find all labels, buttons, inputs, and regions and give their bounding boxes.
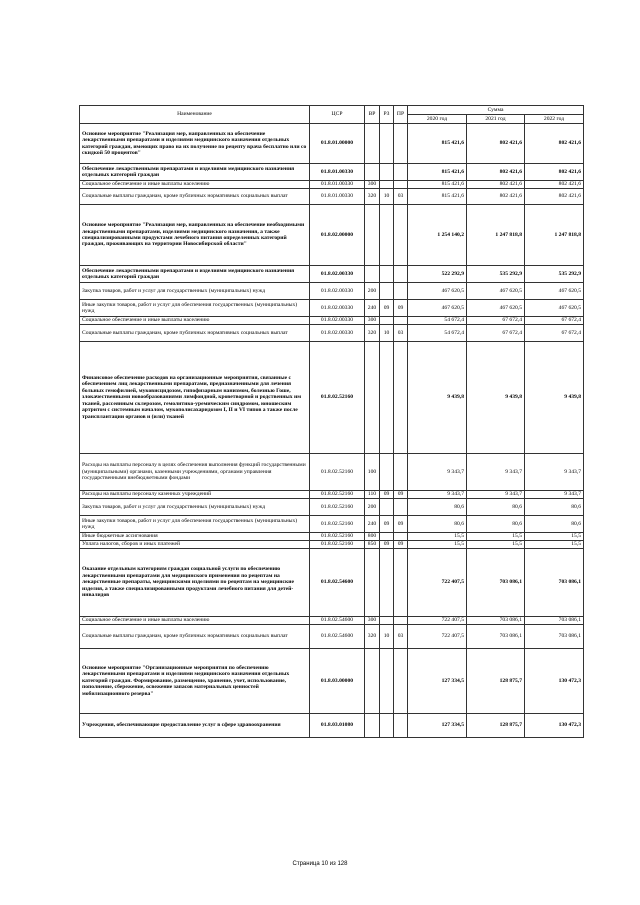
row-csr: 01.8.02.54600: [310, 617, 365, 625]
row-pr: [394, 649, 408, 714]
row-value-2021: 80,6: [467, 516, 525, 533]
header-year-2022: 2022 год: [525, 115, 584, 124]
row-csr: 01.8.01.00330: [310, 164, 365, 181]
row-value-2020: 722 407,5: [408, 617, 467, 625]
row-rz: [380, 317, 394, 325]
row-value-2020: 815 421,6: [408, 164, 467, 181]
row-value-2021: 128 875,7: [467, 649, 525, 714]
row-vr: [365, 164, 380, 181]
row-value-2021: 67 672,4: [467, 325, 525, 342]
row-pr: [394, 181, 408, 189]
row-vr: 240: [365, 516, 380, 533]
row-name: Социальные выплаты гражданам, кроме публичных нормативных социальных выплат: [80, 625, 310, 649]
row-name: Уплата налогов, сборов и иных платежей: [80, 541, 310, 549]
table-row: [80, 205, 584, 266]
table-body: [80, 124, 584, 738]
row-rz: [380, 124, 394, 164]
row-pr: [394, 342, 408, 454]
row-pr: [394, 283, 408, 300]
row-value-2020: 1 254 140,2: [408, 205, 467, 266]
row-rz: 09: [380, 516, 394, 533]
table-row: [80, 300, 584, 317]
row-pr: [394, 499, 408, 516]
row-name: Расходы на выплаты персоналу казенных учреждений: [80, 491, 310, 499]
row-name: Социальное обеспечение и иные выплаты населению: [80, 181, 310, 189]
row-rz: 09: [380, 300, 394, 317]
row-csr: 01.8.02.00330: [310, 266, 365, 283]
row-name: Обеспечение лекарственными препаратами и изделиями медицинского назначения отдельных категорий граждан: [80, 164, 310, 181]
row-vr: [365, 124, 380, 164]
row-csr: 01.8.02.52160: [310, 342, 365, 454]
row-value-2022: 703 086,1: [525, 617, 584, 625]
row-csr: 01.8.03.01080: [310, 714, 365, 738]
row-value-2021: 15,5: [467, 533, 525, 541]
row-name: Закупка товаров, работ и услуг для государственных (муниципальных) нужд: [80, 283, 310, 300]
table-row: [80, 189, 584, 205]
table-row: [80, 181, 584, 189]
row-pr: 03: [394, 325, 408, 342]
row-csr: 01.8.02.54600: [310, 625, 365, 649]
row-value-2021: 1 247 818,8: [467, 205, 525, 266]
row-csr: 01.8.02.52160: [310, 541, 365, 549]
row-value-2020: 522 292,9: [408, 266, 467, 283]
row-value-2021: 9 343,7: [467, 491, 525, 499]
row-value-2021: 703 086,1: [467, 617, 525, 625]
row-name: Расходы на выплаты персоналу в целях обеспечения выполнения функций государственными (муниципальными) органами, казенными учреждениями, органами управления государственными внебюджетными фондами: [80, 454, 310, 491]
row-csr: 01.8.02.00000: [310, 205, 365, 266]
row-vr: [365, 205, 380, 266]
row-vr: 300: [365, 317, 380, 325]
row-value-2021: 128 875,7: [467, 714, 525, 738]
table-row: [80, 283, 584, 300]
row-value-2022: 467 620,5: [525, 283, 584, 300]
row-name: Оказание отдельным категориям граждан социальной услуги по обеспечению лекарственными препаратами для медицинского применения по рецептам на лекарственные препараты, медицинскими изделиями по рецептам на медицинские изделия, а также специализированными продуктами лечебного питания для детей-инвалидов: [80, 549, 310, 617]
row-rz: [380, 649, 394, 714]
row-value-2022: 130 472,3: [525, 714, 584, 738]
row-pr: 09: [394, 541, 408, 549]
row-rz: 10: [380, 325, 394, 342]
table-row: [80, 649, 584, 714]
table-row: [80, 454, 584, 491]
table-row: [80, 317, 584, 325]
table-row: [80, 164, 584, 181]
row-pr: [394, 205, 408, 266]
row-pr: 09: [394, 491, 408, 499]
row-value-2021: 703 086,1: [467, 625, 525, 649]
table-row: [80, 533, 584, 541]
row-value-2022: 802 421,6: [525, 164, 584, 181]
row-value-2022: 802 421,6: [525, 181, 584, 189]
table-row: [80, 714, 584, 738]
row-rz: [380, 164, 394, 181]
row-value-2020: 815 421,6: [408, 124, 467, 164]
row-rz: [380, 533, 394, 541]
page-footer: Страница 10 из 128: [292, 861, 348, 867]
row-rz: [380, 499, 394, 516]
header-pr: ПР: [394, 106, 408, 124]
table-row: [80, 124, 584, 164]
row-pr: [394, 549, 408, 617]
row-value-2020: 54 672,4: [408, 317, 467, 325]
row-csr: 01.8.02.00330: [310, 300, 365, 317]
table-row: [80, 617, 584, 625]
row-value-2022: 1 247 818,8: [525, 205, 584, 266]
row-value-2022: 80,6: [525, 516, 584, 533]
row-value-2022: 802 421,6: [525, 124, 584, 164]
row-pr: [394, 533, 408, 541]
row-rz: 10: [380, 625, 394, 649]
row-name: Социальное обеспечение и иные выплаты населению: [80, 617, 310, 625]
row-name: Социальные выплаты гражданам, кроме публичных нормативных социальных выплат: [80, 189, 310, 205]
row-csr: 01.8.02.52160: [310, 516, 365, 533]
row-vr: 320: [365, 325, 380, 342]
row-value-2022: 703 086,1: [525, 549, 584, 617]
row-value-2021: 467 620,5: [467, 300, 525, 317]
row-pr: [394, 714, 408, 738]
row-name: Социальное обеспечение и иные выплаты населению: [80, 317, 310, 325]
row-vr: 300: [365, 617, 380, 625]
row-vr: 240: [365, 300, 380, 317]
row-name: Основное мероприятие "Реализация мер, направленных на обеспечение лекарственными препаратами и изделиями медицинского назначения отдельных категорий граждан, имеющих право на их получение по рецепту врача бесплатно или со скидкой 50 процентов": [80, 124, 310, 164]
table-row: [80, 625, 584, 649]
row-value-2021: 535 292,9: [467, 266, 525, 283]
row-value-2021: 15,5: [467, 541, 525, 549]
row-value-2020: 80,6: [408, 499, 467, 516]
row-value-2022: 15,5: [525, 533, 584, 541]
row-value-2020: 467 620,5: [408, 300, 467, 317]
row-value-2021: 802 421,6: [467, 124, 525, 164]
table-row: [80, 342, 584, 454]
row-vr: 320: [365, 625, 380, 649]
header-sum: Сумма: [408, 106, 584, 115]
row-value-2020: 815 421,6: [408, 189, 467, 205]
row-csr: 01.8.01.00000: [310, 124, 365, 164]
row-value-2022: 9 343,7: [525, 491, 584, 499]
row-vr: 110: [365, 491, 380, 499]
row-vr: 320: [365, 189, 380, 205]
row-value-2021: 9 439,8: [467, 342, 525, 454]
row-csr: 01.8.02.52160: [310, 533, 365, 541]
row-rz: 09: [380, 491, 394, 499]
row-rz: [380, 181, 394, 189]
row-value-2020: 127 334,5: [408, 714, 467, 738]
row-name: Основное мероприятие "Реализация мер, направленных на обеспечение необходимыми лекарственными препаратами, изделиями медицинского назначения, а также специализированными продуктами лечебного питания определенных категорий граждан, проживающих на территории Новосибирской области": [80, 205, 310, 266]
row-value-2020: 722 407,5: [408, 625, 467, 649]
row-csr: 01.8.02.00330: [310, 283, 365, 300]
table-row: [80, 491, 584, 499]
row-value-2022: 9 439,8: [525, 342, 584, 454]
row-pr: [394, 617, 408, 625]
row-rz: 10: [380, 189, 394, 205]
row-csr: 01.8.03.00000: [310, 649, 365, 714]
row-csr: 01.8.02.52160: [310, 491, 365, 499]
row-name: Закупка товаров, работ и услуг для государственных (муниципальных) нужд: [80, 499, 310, 516]
row-vr: 300: [365, 181, 380, 189]
row-value-2022: 80,6: [525, 499, 584, 516]
row-value-2021: 80,6: [467, 499, 525, 516]
row-value-2020: 9 343,7: [408, 454, 467, 491]
row-rz: [380, 549, 394, 617]
row-value-2020: 9 343,7: [408, 491, 467, 499]
row-value-2020: 80,6: [408, 516, 467, 533]
table-row: [80, 266, 584, 283]
table-row: [80, 541, 584, 549]
row-vr: 100: [365, 454, 380, 491]
row-rz: [380, 454, 394, 491]
row-pr: [394, 317, 408, 325]
table-row: [80, 499, 584, 516]
row-vr: [365, 714, 380, 738]
row-csr: 01.8.02.54600: [310, 549, 365, 617]
row-value-2020: 815 421,6: [408, 181, 467, 189]
row-vr: [365, 649, 380, 714]
row-csr: 01.8.01.00330: [310, 189, 365, 205]
row-value-2022: 535 292,9: [525, 266, 584, 283]
row-csr: 01.8.02.00330: [310, 317, 365, 325]
row-name: Основное мероприятие "Организационные мероприятия по обеспечению лекарственными препаратами и изделиями медицинского назначения отдельных категорий граждан. Формирование, размещение, хранение, учет, использование, пополнение, сбережение, освежение запасов материальных ценностей мобилизационного резерва": [80, 649, 310, 714]
table-row: [80, 549, 584, 617]
row-value-2022: 130 472,3: [525, 649, 584, 714]
row-pr: 03: [394, 189, 408, 205]
row-value-2021: 467 620,5: [467, 283, 525, 300]
row-value-2020: 15,5: [408, 533, 467, 541]
row-pr: [394, 164, 408, 181]
row-csr: 01.8.02.00330: [310, 325, 365, 342]
row-value-2022: 802 421,6: [525, 189, 584, 205]
row-pr: 03: [394, 625, 408, 649]
row-name: Финансовое обеспечение расходов на организационные мероприятия, связанные с обеспечением лиц лекарственными препаратами, предназначенными для лечения больных гемофилией, муковисцидозом, гипофизарным нанизмом, болезнью Гоше, злокачественными новообразованиями лимфоидной, кроветворной и родственных им тканей, рассеянным склерозом, гемолитико-уремическим синдромом, юношеским артритом с системным началом, мукополисахаридозом I, II и VI типов а также после трансплантации органов и (или) тканей: [80, 342, 310, 454]
row-name: Иные закупки товаров, работ и услуг для обеспечения государственных (муниципальных) нужд: [80, 516, 310, 533]
budget-table: [79, 105, 584, 738]
row-rz: [380, 617, 394, 625]
row-vr: 200: [365, 283, 380, 300]
row-vr: [365, 342, 380, 454]
table-row: [80, 325, 584, 342]
row-vr: 200: [365, 499, 380, 516]
row-value-2022: 467 620,5: [525, 300, 584, 317]
table-row: [80, 516, 584, 533]
row-value-2022: 67 672,4: [525, 317, 584, 325]
row-pr: [394, 266, 408, 283]
row-value-2022: 703 086,1: [525, 625, 584, 649]
row-csr: 01.8.02.52160: [310, 454, 365, 491]
row-csr: 01.8.01.00330: [310, 181, 365, 189]
row-value-2021: 802 421,6: [467, 189, 525, 205]
row-pr: 09: [394, 300, 408, 317]
row-value-2021: 9 343,7: [467, 454, 525, 491]
row-value-2020: 127 334,5: [408, 649, 467, 714]
row-value-2021: 802 421,6: [467, 181, 525, 189]
row-vr: [365, 549, 380, 617]
row-pr: [394, 454, 408, 491]
header-year-2021: 2021 год: [467, 115, 525, 124]
row-value-2020: 9 439,8: [408, 342, 467, 454]
row-value-2021: 802 421,6: [467, 164, 525, 181]
row-rz: [380, 342, 394, 454]
header-year-2020: 2020 год: [408, 115, 467, 124]
row-name: Обеспечение лекарственными препаратами и изделиями медицинского назначения отдельных категорий граждан: [80, 266, 310, 283]
row-csr: 01.8.02.52160: [310, 499, 365, 516]
row-value-2022: 67 672,4: [525, 325, 584, 342]
row-vr: [365, 266, 380, 283]
row-pr: [394, 124, 408, 164]
row-rz: [380, 714, 394, 738]
row-rz: [380, 266, 394, 283]
row-name: Иные закупки товаров, работ и услуг для обеспечения государственных (муниципальных) нужд: [80, 300, 310, 317]
row-value-2022: 15,5: [525, 541, 584, 549]
row-value-2020: 54 672,4: [408, 325, 467, 342]
header-vr: ВР: [365, 106, 380, 124]
row-value-2021: 67 672,4: [467, 317, 525, 325]
row-name: Учреждения, обеспечивающие предоставление услуг в сфере здравоохранения: [80, 714, 310, 738]
row-value-2021: 703 086,1: [467, 549, 525, 617]
row-vr: 850: [365, 541, 380, 549]
header-csr: ЦСР: [310, 106, 365, 124]
row-pr: 09: [394, 516, 408, 533]
row-rz: [380, 205, 394, 266]
header-rz: РЗ: [380, 106, 394, 124]
row-value-2020: 15,5: [408, 541, 467, 549]
row-value-2020: 722 407,5: [408, 549, 467, 617]
row-name: Социальные выплаты гражданам, кроме публичных нормативных социальных выплат: [80, 325, 310, 342]
row-vr: 800: [365, 533, 380, 541]
row-value-2022: 9 343,7: [525, 454, 584, 491]
table-header: [80, 106, 584, 124]
row-value-2020: 467 620,5: [408, 283, 467, 300]
row-rz: 09: [380, 541, 394, 549]
row-name: Иные бюджетные ассигнования: [80, 533, 310, 541]
row-rz: [380, 283, 394, 300]
header-name: Наименование: [80, 106, 310, 124]
